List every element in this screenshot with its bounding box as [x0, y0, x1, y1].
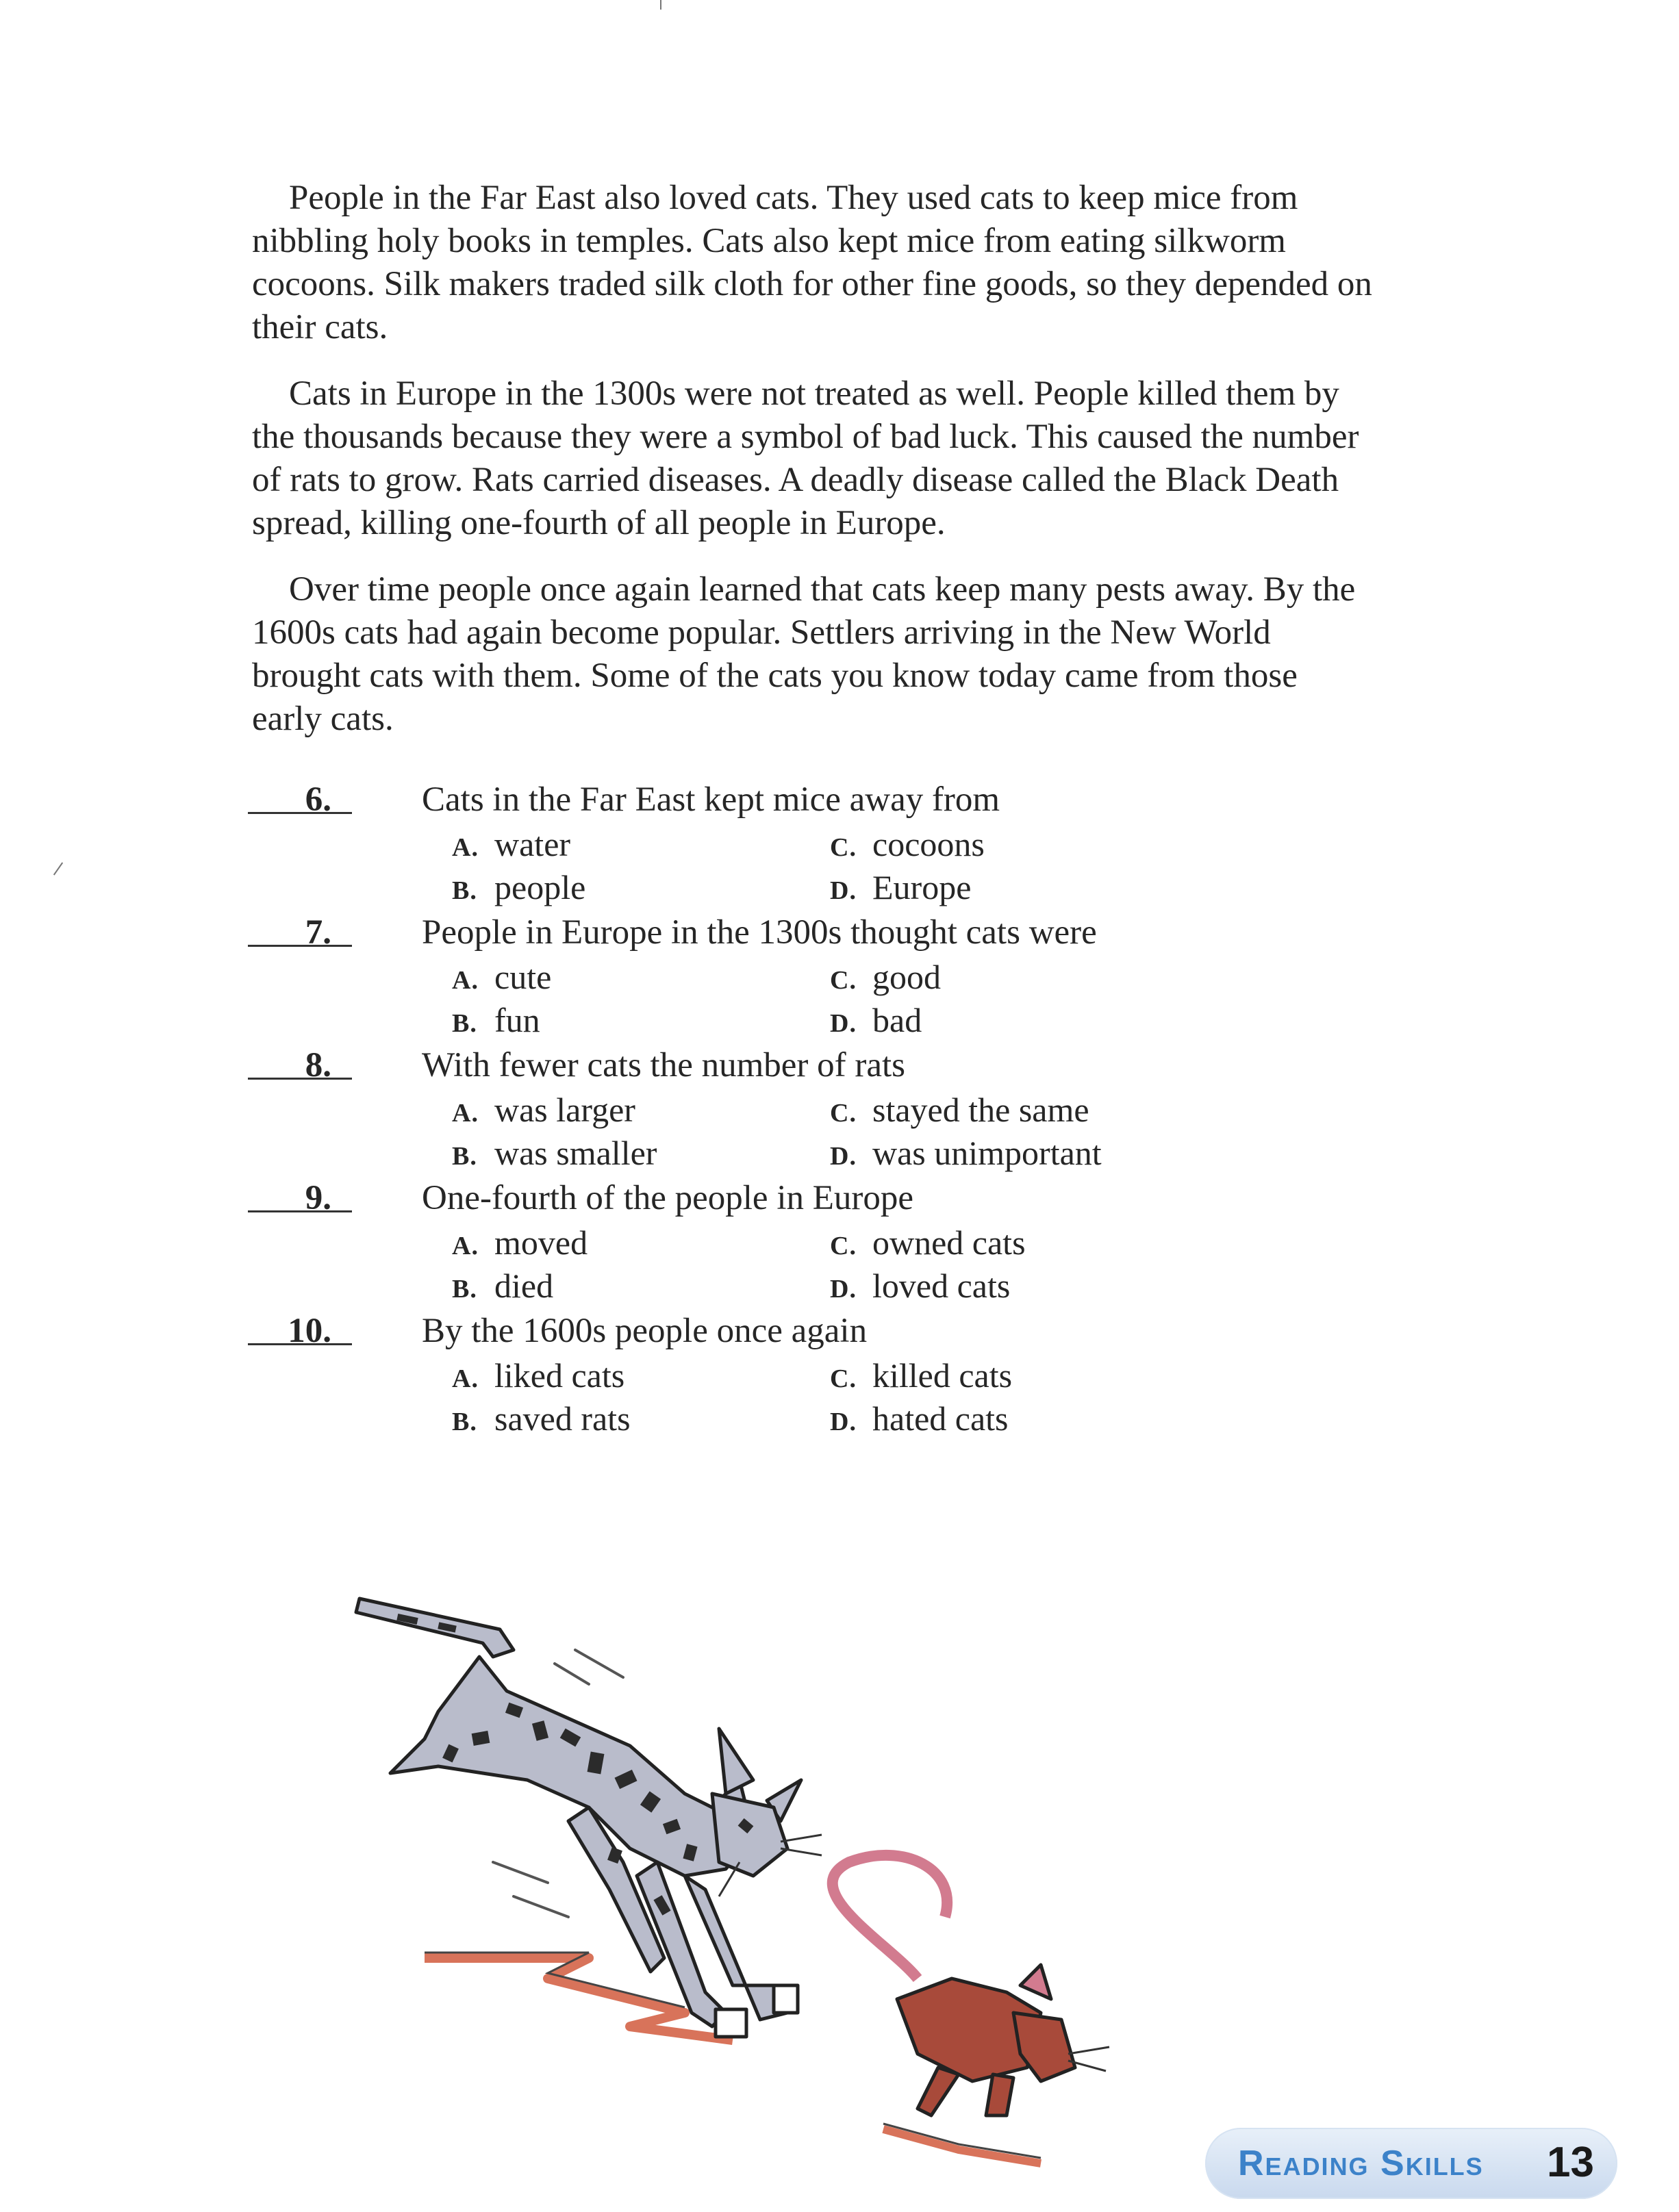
- option-letter: A.: [452, 833, 479, 862]
- question-list: [248, 776, 1412, 1440]
- option-d: [830, 1397, 1009, 1444]
- option-letter: D.: [830, 1275, 857, 1304]
- reading-passage: [252, 177, 1375, 764]
- question-number: 6.: [305, 780, 331, 819]
- option-c: [830, 956, 941, 1002]
- option-d: [830, 1264, 1010, 1311]
- cat-chasing-rat-illustration: [301, 1575, 1164, 2177]
- passage-paragraph-1: People in the Far East also loved cats. They used cats to keep mice from nibbling holy books in temples. Cats also kept mice from eating silkworm cocoons. Silk makers traded silk cloth for other fine goods, so they depended on their cats.: [252, 179, 1372, 346]
- option-text: moved: [494, 1223, 588, 1262]
- option-text: people: [494, 868, 586, 906]
- option-letter: A.: [452, 1099, 479, 1128]
- option-letter: D.: [830, 1142, 857, 1171]
- option-a: [452, 956, 551, 1002]
- option-letter: D.: [830, 1408, 857, 1436]
- option-text: stayed the same: [872, 1091, 1089, 1129]
- option-text: was larger: [494, 1091, 635, 1129]
- option-letter: A.: [452, 1232, 479, 1260]
- question-stem: One-fourth of the people in Europe: [422, 1179, 914, 1217]
- option-b: [452, 866, 585, 913]
- option-letter: C.: [830, 1099, 857, 1128]
- option-letter: B.: [452, 1408, 477, 1436]
- question-number: 10.: [288, 1312, 331, 1350]
- question-stem: By the 1600s people once again: [422, 1312, 868, 1350]
- option-text: good: [872, 958, 941, 996]
- question-number: 7.: [305, 913, 331, 952]
- question-number: 9.: [305, 1179, 331, 1217]
- option-letter: C.: [830, 1364, 857, 1393]
- question-8: [248, 1042, 1412, 1175]
- option-text: cocoons: [872, 825, 985, 863]
- option-letter: C.: [830, 1232, 857, 1260]
- option-letter: B.: [452, 1009, 477, 1038]
- option-letter: A.: [452, 1364, 479, 1393]
- section-label: Reading Skills: [1238, 2144, 1484, 2183]
- option-letter: D.: [830, 876, 857, 905]
- option-text: saved rats: [494, 1399, 631, 1438]
- option-text: cute: [494, 958, 552, 996]
- option-letter: A.: [452, 966, 479, 995]
- question-stem: With fewer cats the number of rats: [422, 1046, 906, 1084]
- option-a: [452, 1089, 635, 1135]
- section-footer-tab: [1205, 2128, 1617, 2199]
- option-a: [452, 823, 570, 869]
- option-b: [452, 999, 540, 1045]
- option-text: killed cats: [872, 1356, 1013, 1395]
- option-b: [452, 1132, 657, 1178]
- option-c: [830, 823, 985, 869]
- option-b: [452, 1264, 553, 1311]
- question-9: [248, 1175, 1412, 1308]
- passage-paragraph-3: Over time people once again learned that cats keep many pests away. By the 1600s cats had again become popular. Settlers arriving in the New World brought cats with them. Some of the cats you know today came from those early cats.: [252, 570, 1356, 738]
- option-c: [830, 1354, 1012, 1401]
- option-d: [830, 999, 922, 1045]
- question-stem: Cats in the Far East kept mice away from: [422, 780, 1000, 819]
- option-c: [830, 1221, 1026, 1268]
- option-d: [830, 866, 971, 913]
- question-10: [248, 1308, 1412, 1440]
- option-text: Europe: [872, 868, 972, 906]
- option-text: owned cats: [872, 1223, 1026, 1262]
- option-c: [830, 1089, 1089, 1135]
- option-text: fun: [494, 1001, 540, 1039]
- page-number: 13: [1547, 2139, 1594, 2186]
- option-text: loved cats: [872, 1267, 1011, 1305]
- option-text: bad: [872, 1001, 922, 1039]
- passage-paragraph-2: Cats in Europe in the 1300s were not treated as well. People killed them by the thousands because they were a symbol of bad luck. This caused the number of rats to grow. Rats carried diseases. A deadly disease called the Black Death spread, killing one-fourth of all people in Europe.: [252, 374, 1359, 542]
- option-letter: C.: [830, 833, 857, 862]
- option-letter: B.: [452, 1142, 477, 1171]
- motion-streak-rat: [883, 2129, 1041, 2163]
- option-text: hated cats: [872, 1399, 1009, 1438]
- question-6: [248, 776, 1412, 909]
- question-number: 8.: [305, 1046, 331, 1084]
- question-stem: People in Europe in the 1300s thought cats were: [422, 913, 1097, 952]
- scan-mark: [660, 0, 661, 10]
- option-d: [830, 1132, 1102, 1178]
- option-text: was unimportant: [872, 1134, 1102, 1172]
- option-text: died: [494, 1267, 554, 1305]
- option-text: water: [494, 825, 571, 863]
- option-letter: B.: [452, 1275, 477, 1304]
- scan-mark: [53, 862, 63, 875]
- option-text: liked cats: [494, 1356, 625, 1395]
- rat-figure: [833, 1855, 1075, 2115]
- option-a: [452, 1221, 588, 1268]
- option-letter: B.: [452, 876, 477, 905]
- cat-figure: [356, 1599, 801, 2037]
- question-7: [248, 909, 1412, 1042]
- option-letter: C.: [830, 966, 857, 995]
- option-letter: D.: [830, 1009, 857, 1038]
- option-text: was smaller: [494, 1134, 657, 1172]
- option-b: [452, 1397, 631, 1444]
- option-a: [452, 1354, 624, 1401]
